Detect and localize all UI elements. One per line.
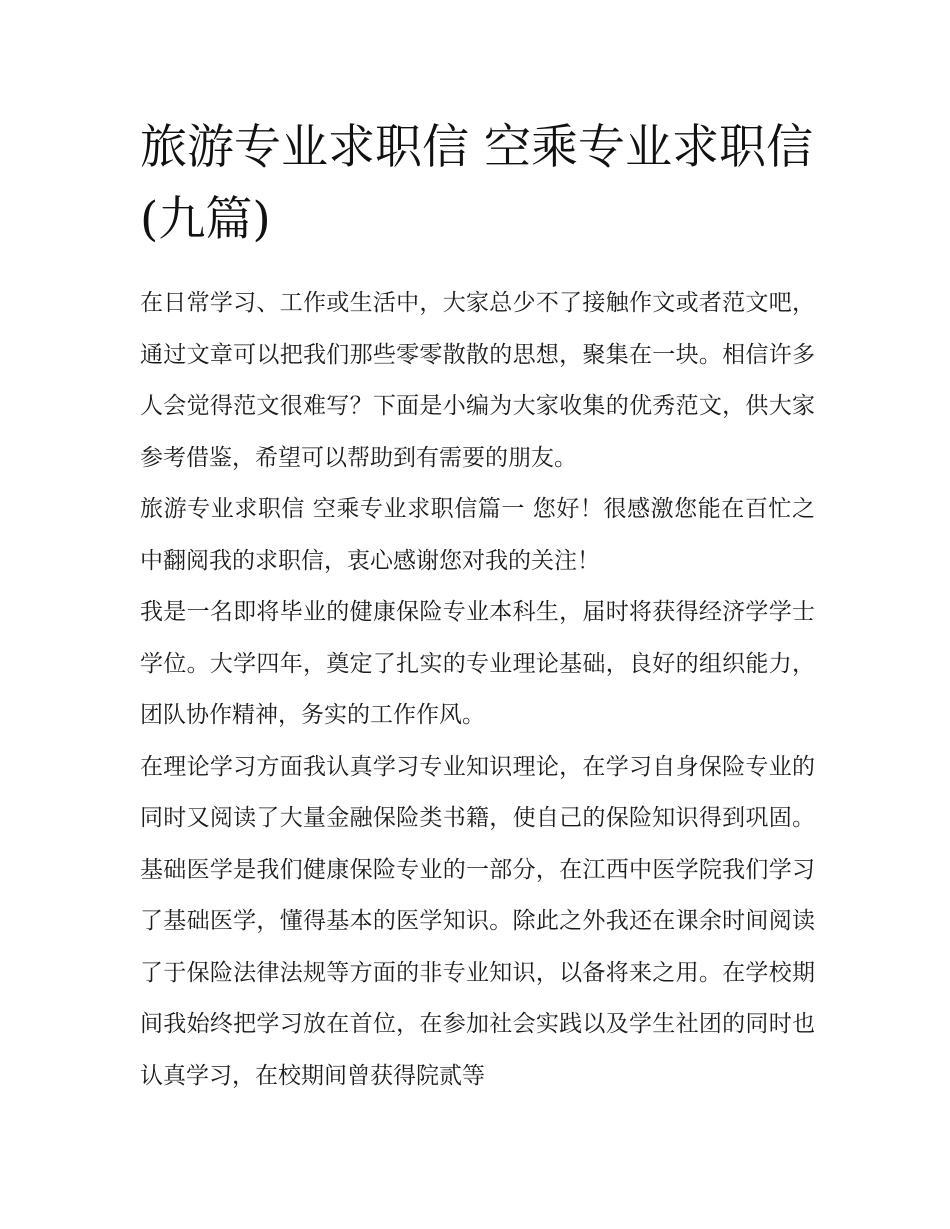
document-title: 旅游专业求职信 空乘专业求职信(九篇) bbox=[140, 120, 813, 247]
paragraph-intro: 在日常学习、工作或生活中，大家总少不了接触作文或者范文吧，通过文章可以把我们那些零零散散的思想，聚集在一块。相信许多人会觉得范文很难写？下面是小编为大家收集的优秀范文，供大家参考借鉴，希望可以帮助到有需要的朋友。 bbox=[140, 290, 815, 471]
paragraph-greeting: 旅游专业求职信 空乘专业求职信篇一 您好！很感激您能在百忙之中翻阅我的求职信，衷心感谢您对我的关注！ bbox=[140, 496, 815, 574]
document-body bbox=[140, 278, 815, 1102]
document-content bbox=[140, 112, 815, 1102]
paragraph-self-introduction: 我是一名即将毕业的健康保险专业本科生，届时将获得经济学学士学位。大学四年，奠定了扎实的专业理论基础，良好的组织能力，团队协作精神，务实的工作作风。 bbox=[140, 599, 815, 728]
paragraph-study-experience: 在理论学习方面我认真学习专业知识理论，在学习自身保险专业的同时又阅读了大量金融保险类书籍，使自己的保险知识得到巩固。基础医学是我们健康保险专业的一部分，在江西中医学院我们学习了基础医学，懂得基本的医学知识。除此之外我还在课余时间阅读了于保险法律法规等方面的非专业知识，以备将来之用。在学校期间我始终把学习放在首位，在参加社会实践以及学生社团的同时也认真学习，在校期间曾获得院贰等 bbox=[140, 753, 815, 1089]
